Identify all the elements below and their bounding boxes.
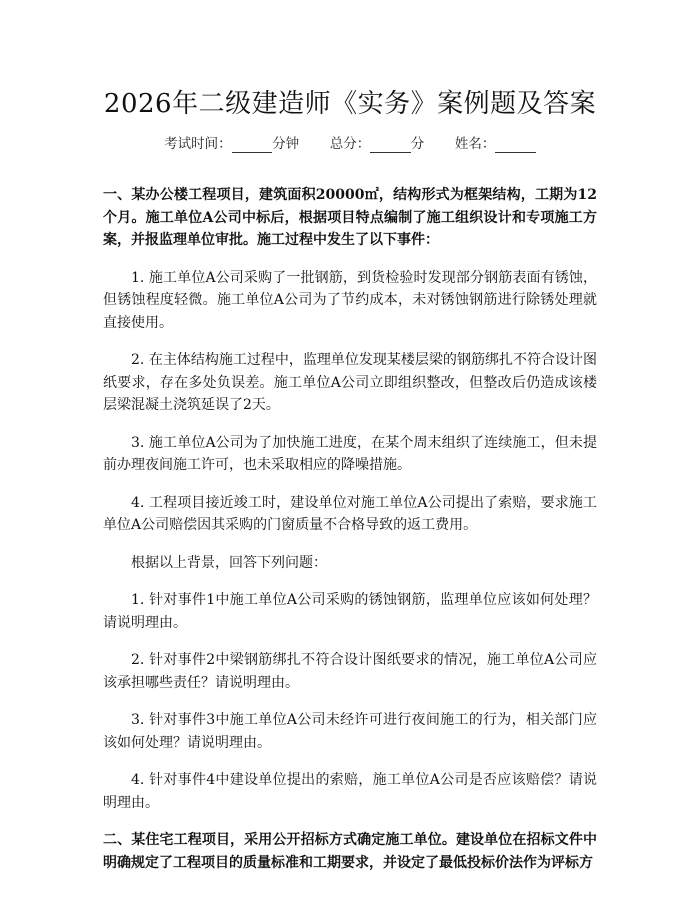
event-4: 4. 工程项目接近竣工时，建设单位对施工单位A公司提出了索赔，要求施工单位A公司赔偿因其采购的门窗质量不合格导致的返工费用。 [103, 494, 597, 533]
question-1-heading: 一、某办公楼工程项目，建筑面积20000㎡，结构形式为框架结构，工期为12个月。施工单位A公司中标后，根据项目特点编制了施工组织设计和专项施工方案，并报监理单位审批。施工过程中发生了以下事件： [103, 187, 597, 248]
score-label: 总分： [329, 136, 371, 152]
score-blank [370, 138, 411, 153]
time-unit: 分钟 [272, 136, 300, 152]
exam-meta-line [0, 132, 700, 153]
questions-prompt: 根据以上背景，回答下列问题： [131, 554, 327, 571]
name-label: 姓名： [454, 136, 496, 152]
sub-question-4: 4. 针对事件4中建设单位提出的索赔，施工单位A公司是否应该赔偿？请说明理由。 [103, 772, 597, 811]
sub-question-2: 2. 针对事件2中梁钢筋绑扎不符合设计图纸要求的情况，施工单位A公司应该承担哪些责任？请说明理由。 [103, 652, 597, 691]
event-2: 2. 在主体结构施工过程中，监理单位发现某楼层梁的钢筋绑扎不符合设计图纸要求，存在多处负误差。施工单位A公司立即组织整改，但整改后仍造成该楼层梁混凝土浇筑延误了2天。 [103, 352, 597, 413]
sub-question-1: 1. 针对事件1中施工单位A公司采购的锈蚀钢筋，监理单位应该如何处理？请说明理由。 [103, 592, 597, 631]
time-blank [232, 138, 273, 153]
sub-question-3: 3. 针对事件3中施工单位A公司未经许可进行夜间施工的行为，相关部门应该如何处理？请说明理由。 [103, 712, 597, 751]
question-2-heading: 二、某住宅工程项目，采用公开招标方式确定施工单位。建设单位在招标文件中明确规定了工程项目的质量标准和工期要求，并设定了最低投标价法作为评标方 [103, 832, 597, 871]
document-title: 2026年二级建造师《实务》案例题及答案 [103, 89, 597, 119]
event-3: 3. 施工单位A公司为了加快施工进度，在某个周末组织了连续施工，但未提前办理夜间施工许可，也未采取相应的降噪措施。 [103, 434, 597, 473]
event-1: 1. 施工单位A公司采购了一批钢筋，到货检验时发现部分钢筋表面有锈蚀，但锈蚀程度轻微。施工单位A公司为了节约成本，未对锈蚀钢筋进行除锈处理就直接使用。 [103, 269, 597, 331]
time-label: 考试时间： [164, 136, 232, 152]
name-blank [495, 138, 536, 153]
score-unit: 分 [410, 136, 425, 152]
document-body [103, 184, 597, 889]
